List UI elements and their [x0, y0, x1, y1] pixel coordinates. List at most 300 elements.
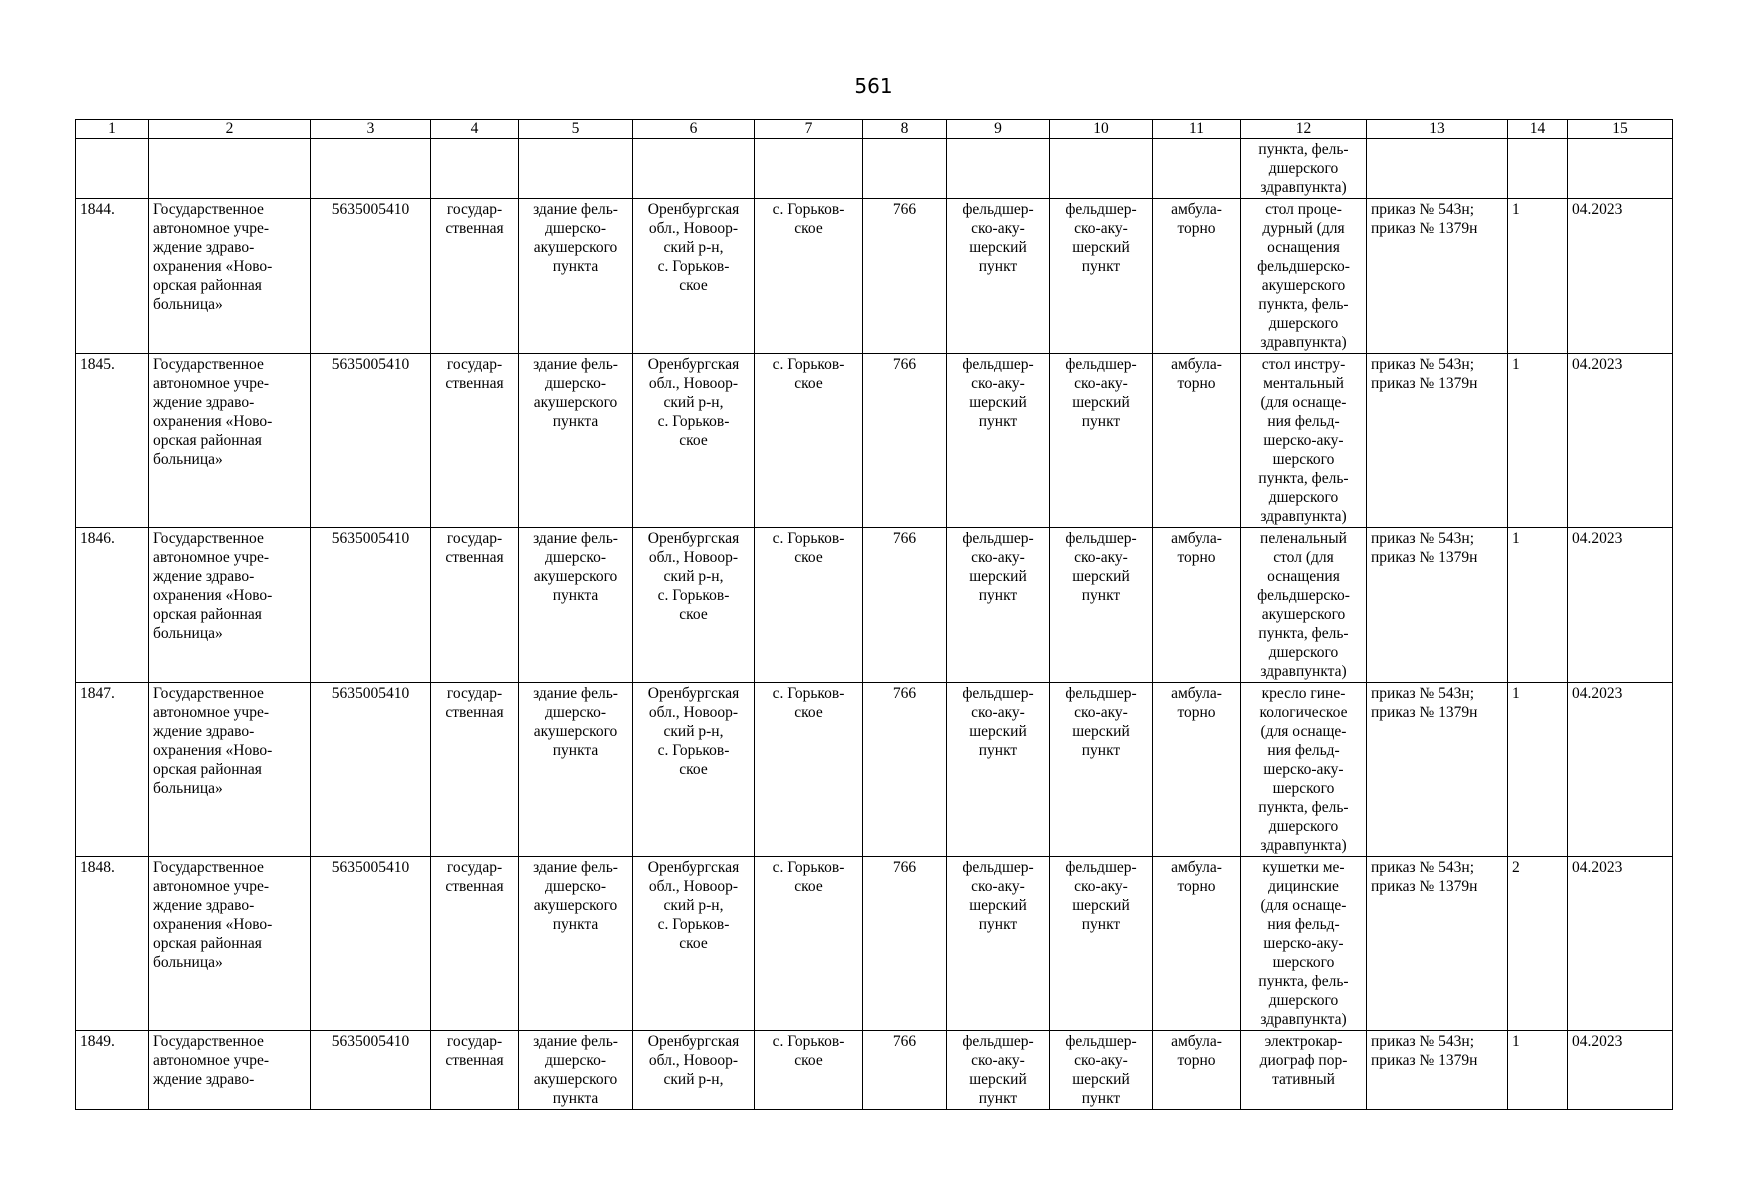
- cell-line: здание фель-: [533, 685, 618, 702]
- cell-line: амбула-: [1171, 530, 1222, 547]
- cell-line: (для оснаще-: [1260, 723, 1347, 740]
- cell-line: ственная: [445, 878, 504, 895]
- cell-line: ский р-н,: [663, 568, 724, 585]
- cell-line: фельдшер-: [962, 859, 1034, 876]
- cell-building: [519, 683, 633, 857]
- cell-line: шерского: [1272, 954, 1335, 971]
- cell-line: орская районная: [153, 606, 262, 623]
- cell-date: 04.2023: [1568, 683, 1673, 857]
- cell-ownership: [431, 1031, 519, 1110]
- cell-line: ский р-н,: [663, 897, 724, 914]
- cell-line: ственная: [445, 375, 504, 392]
- cell-line: шерский: [969, 723, 1027, 740]
- cell-line: дшерско-: [545, 549, 606, 566]
- cell-line: фельдшер-: [1065, 201, 1137, 218]
- cell-type1: [947, 354, 1050, 528]
- cell-line: торно: [1177, 704, 1216, 721]
- cell-code: 766: [863, 354, 947, 528]
- cell-line: пункт: [978, 413, 1018, 430]
- cell-line: здание фель-: [533, 1033, 618, 1050]
- cell-date: [1568, 139, 1673, 199]
- cell-line: ский р-н,: [663, 723, 724, 740]
- cell-line: акушерского: [533, 897, 618, 914]
- cell-line: Оренбургская: [647, 1033, 740, 1050]
- cell-line: ско-аку-: [1074, 878, 1128, 895]
- cell-type2: [1050, 139, 1153, 199]
- cell-code: 766: [863, 199, 947, 354]
- cell-care: [1153, 857, 1241, 1031]
- cell-line: дшерского: [1268, 160, 1339, 177]
- cell-line: дшерско-: [545, 220, 606, 237]
- table-row: [76, 683, 1673, 857]
- cell-line: ское: [794, 878, 823, 895]
- cell-line: дшерско-: [545, 704, 606, 721]
- cell-line: приказ № 543н;: [1371, 685, 1475, 702]
- cell-line: ждение здраво-: [153, 568, 255, 585]
- cell-line: торно: [1177, 549, 1216, 566]
- cell-line: автономное учре-: [153, 375, 270, 392]
- cell-ownership: [431, 354, 519, 528]
- cell-line: охранения «Ново-: [153, 413, 273, 430]
- cell-line: пункта: [552, 413, 599, 430]
- cell-equipment: [1241, 683, 1367, 857]
- cell-line: шерский: [1072, 897, 1130, 914]
- cell-line: ское: [794, 549, 823, 566]
- cell-line: шерский: [1072, 568, 1130, 585]
- cell-line: акушерского: [533, 1071, 618, 1088]
- cell-num: 1844.: [76, 199, 149, 354]
- table-row: [76, 857, 1673, 1031]
- cell-line: Государственное: [153, 356, 264, 373]
- cell-equipment: [1241, 528, 1367, 683]
- cell-line: автономное учре-: [153, 704, 270, 721]
- cell-line: ждение здраво-: [153, 723, 255, 740]
- cell-line: с. Горьков-: [772, 201, 845, 218]
- cell-line: обл., Новоор-: [648, 878, 739, 895]
- cell-ownership: [431, 139, 519, 199]
- cell-line: охранения «Ново-: [153, 742, 273, 759]
- cell-line: пункта, фель-: [1258, 141, 1349, 158]
- cell-line: Государственное: [153, 859, 264, 876]
- cell-line: фельдшер-: [1065, 1033, 1137, 1050]
- column-header: 14: [1508, 120, 1568, 139]
- cell-care: [1153, 1031, 1241, 1110]
- cell-line: пункт: [1081, 258, 1121, 275]
- cell-line: автономное учре-: [153, 878, 270, 895]
- cell-ownership: [431, 528, 519, 683]
- cell-line: ское: [794, 220, 823, 237]
- cell-locality: [755, 1031, 863, 1110]
- cell-line: ждение здраво-: [153, 1071, 255, 1088]
- cell-order: [1367, 139, 1508, 199]
- cell-line: шерский: [1072, 723, 1130, 740]
- cell-line: пункт: [978, 258, 1018, 275]
- cell-line: дурный (для: [1262, 220, 1345, 237]
- cell-line: шерский: [1072, 394, 1130, 411]
- cell-line: пункт: [1081, 742, 1121, 759]
- cell-line: здание фель-: [533, 356, 618, 373]
- cell-ownership: [431, 683, 519, 857]
- cell-line: пеленальный: [1260, 530, 1347, 547]
- cell-line: с. Горьков-: [772, 1033, 845, 1050]
- table-row: [76, 354, 1673, 528]
- cell-line: пункта: [552, 916, 599, 933]
- cell-locality: [755, 683, 863, 857]
- cell-num: 1848.: [76, 857, 149, 1031]
- cell-line: здание фель-: [533, 201, 618, 218]
- cell-line: Оренбургская: [647, 356, 740, 373]
- cell-line: дицинские: [1268, 878, 1339, 895]
- cell-line: шерский: [969, 897, 1027, 914]
- cell-address: [633, 199, 755, 354]
- cell-line: орская районная: [153, 935, 262, 952]
- cell-line: больница»: [153, 625, 223, 642]
- cell-locality: [755, 139, 863, 199]
- column-header: 11: [1153, 120, 1241, 139]
- cell-line: Государственное: [153, 530, 264, 547]
- cell-building: [519, 857, 633, 1031]
- cell-type2: [1050, 354, 1153, 528]
- cell-line: пункта, фель-: [1258, 973, 1349, 990]
- cell-line: пункта: [552, 1090, 599, 1107]
- column-header: 4: [431, 120, 519, 139]
- cell-type2: [1050, 683, 1153, 857]
- column-header: 6: [633, 120, 755, 139]
- cell-line: государ-: [446, 356, 503, 373]
- cell-line: Оренбургская: [647, 530, 740, 547]
- cell-line: приказ № 543н;: [1371, 530, 1475, 547]
- cell-line: (для оснаще-: [1260, 394, 1347, 411]
- cell-line: приказ № 1379н: [1371, 375, 1478, 392]
- cell-line: приказ № 1379н: [1371, 549, 1478, 566]
- cell-line: дшерского: [1268, 644, 1339, 661]
- cell-num: [76, 139, 149, 199]
- cell-line: фельдшерско-: [1257, 258, 1350, 275]
- cell-line: ственная: [445, 1052, 504, 1069]
- cell-line: больница»: [153, 451, 223, 468]
- cell-inn: 5635005410: [311, 683, 431, 857]
- cell-line: стол инстру-: [1261, 356, 1346, 373]
- cell-line: приказ № 1379н: [1371, 220, 1478, 237]
- column-header: 13: [1367, 120, 1508, 139]
- cell-order: [1367, 857, 1508, 1031]
- cell-code: 766: [863, 528, 947, 683]
- cell-line: кушетки ме-: [1262, 859, 1345, 876]
- cell-line: фельдшер-: [962, 530, 1034, 547]
- cell-line: дшерского: [1268, 489, 1339, 506]
- registry-table: [75, 119, 1673, 1110]
- cell-line: ско-аку-: [971, 220, 1025, 237]
- cell-line: государ-: [446, 859, 503, 876]
- cell-line: с. Горьков-: [772, 530, 845, 547]
- cell-line: диограф пор-: [1259, 1052, 1348, 1069]
- cell-line: ско-аку-: [1074, 220, 1128, 237]
- cell-line: фельдшер-: [1065, 859, 1137, 876]
- cell-date: 04.2023: [1568, 199, 1673, 354]
- cell-line: орская районная: [153, 432, 262, 449]
- cell-line: пункта, фель-: [1258, 296, 1349, 313]
- cell-line: ское: [794, 704, 823, 721]
- cell-line: ственная: [445, 704, 504, 721]
- cell-care: [1153, 139, 1241, 199]
- cell-care: [1153, 354, 1241, 528]
- cell-line: приказ № 543н;: [1371, 1033, 1475, 1050]
- cell-line: торно: [1177, 1052, 1216, 1069]
- cell-line: ско-аку-: [971, 549, 1025, 566]
- cell-building: [519, 354, 633, 528]
- cell-address: [633, 683, 755, 857]
- cell-line: с. Горьков-: [772, 685, 845, 702]
- cell-order: [1367, 1031, 1508, 1110]
- cell-order: [1367, 199, 1508, 354]
- cell-num: 1846.: [76, 528, 149, 683]
- cell-line: здравпункта): [1260, 663, 1347, 680]
- cell-line: приказ № 1379н: [1371, 878, 1478, 895]
- cell-locality: [755, 199, 863, 354]
- cell-line: стол проце-: [1265, 201, 1342, 218]
- cell-line: акушерского: [533, 394, 618, 411]
- cell-care: [1153, 683, 1241, 857]
- cell-line: пункта: [552, 587, 599, 604]
- cell-qty: 1: [1508, 199, 1568, 354]
- cell-code: [863, 139, 947, 199]
- cell-line: ния фельд-: [1267, 413, 1340, 430]
- column-header: 1: [76, 120, 149, 139]
- cell-line: шерский: [969, 239, 1027, 256]
- cell-line: шерский: [969, 568, 1027, 585]
- cell-locality: [755, 528, 863, 683]
- cell-building: [519, 139, 633, 199]
- cell-line: Оренбургская: [647, 201, 740, 218]
- cell-line: акушерского: [1261, 606, 1346, 623]
- cell-line: больница»: [153, 780, 223, 797]
- cell-order: [1367, 528, 1508, 683]
- cell-line: оснащения: [1267, 568, 1340, 585]
- cell-line: автономное учре-: [153, 220, 270, 237]
- cell-line: ско-аку-: [1074, 704, 1128, 721]
- page-number: 561: [854, 74, 893, 98]
- cell-line: фельдшер-: [962, 356, 1034, 373]
- cell-line: ское: [679, 606, 708, 623]
- cell-line: пункта: [552, 742, 599, 759]
- cell-line: фельдшер-: [1065, 530, 1137, 547]
- cell-ownership: [431, 857, 519, 1031]
- cell-qty: [1508, 139, 1568, 199]
- cell-code: 766: [863, 683, 947, 857]
- cell-line: Государственное: [153, 685, 264, 702]
- cell-line: электрокар-: [1264, 1033, 1343, 1050]
- cell-date: 04.2023: [1568, 528, 1673, 683]
- cell-line: дшерско-: [545, 878, 606, 895]
- cell-line: амбула-: [1171, 859, 1222, 876]
- cell-org: [149, 199, 311, 354]
- cell-qty: 1: [1508, 528, 1568, 683]
- cell-num: 1845.: [76, 354, 149, 528]
- cell-line: охранения «Ново-: [153, 258, 273, 275]
- cell-line: шерского: [1272, 780, 1335, 797]
- cell-line: ско-аку-: [971, 878, 1025, 895]
- cell-line: с. Горьков-: [772, 356, 845, 373]
- table-row: [76, 1031, 1673, 1110]
- cell-line: шерский: [1072, 239, 1130, 256]
- cell-inn: 5635005410: [311, 528, 431, 683]
- cell-type2: [1050, 199, 1153, 354]
- cell-line: Оренбургская: [647, 685, 740, 702]
- cell-type1: [947, 683, 1050, 857]
- cell-line: фельдшер-: [1065, 685, 1137, 702]
- cell-line: фельдшер-: [962, 685, 1034, 702]
- cell-line: кологическое: [1259, 704, 1348, 721]
- cell-line: тативный: [1272, 1071, 1335, 1088]
- cell-line: обл., Новоор-: [648, 1052, 739, 1069]
- table-row-continued: [76, 139, 1673, 199]
- cell-line: Государственное: [153, 1033, 264, 1050]
- cell-line: приказ № 1379н: [1371, 1052, 1478, 1069]
- cell-line: ждение здраво-: [153, 239, 255, 256]
- cell-line: шерский: [969, 1071, 1027, 1088]
- cell-line: государ-: [446, 530, 503, 547]
- cell-line: здание фель-: [533, 530, 618, 547]
- cell-qty: 1: [1508, 1031, 1568, 1110]
- cell-address: [633, 354, 755, 528]
- cell-org: [149, 1031, 311, 1110]
- cell-line: ско-аку-: [1074, 1052, 1128, 1069]
- cell-date: 04.2023: [1568, 1031, 1673, 1110]
- cell-line: приказ № 543н;: [1371, 859, 1475, 876]
- cell-line: дшерского: [1268, 315, 1339, 332]
- cell-line: фельдшер-: [1065, 356, 1137, 373]
- cell-line: пункта, фель-: [1258, 625, 1349, 642]
- cell-line: амбула-: [1171, 1033, 1222, 1050]
- cell-building: [519, 1031, 633, 1110]
- cell-line: стол (для: [1273, 549, 1334, 566]
- cell-line: ждение здраво-: [153, 897, 255, 914]
- cell-line: с. Горьков-: [657, 916, 730, 933]
- column-header: 9: [947, 120, 1050, 139]
- cell-line: здание фель-: [533, 859, 618, 876]
- cell-type2: [1050, 857, 1153, 1031]
- cell-line: амбула-: [1171, 201, 1222, 218]
- cell-line: здравпункта): [1260, 508, 1347, 525]
- cell-line: торно: [1177, 878, 1216, 895]
- cell-line: шерский: [1072, 1071, 1130, 1088]
- cell-line: ское: [679, 432, 708, 449]
- cell-num: 1847.: [76, 683, 149, 857]
- cell-line: с. Горьков-: [657, 258, 730, 275]
- cell-line: с. Горьков-: [772, 859, 845, 876]
- cell-line: автономное учре-: [153, 1052, 270, 1069]
- cell-line: шерский: [969, 394, 1027, 411]
- cell-line: приказ № 543н;: [1371, 201, 1475, 218]
- cell-line: пункта, фель-: [1258, 470, 1349, 487]
- cell-line: здравпункта): [1260, 1011, 1347, 1028]
- table-row: [76, 199, 1673, 354]
- cell-qty: 1: [1508, 683, 1568, 857]
- cell-line: пункт: [1081, 587, 1121, 604]
- cell-line: фельдшер-: [962, 1033, 1034, 1050]
- cell-line: ния фельд-: [1267, 916, 1340, 933]
- cell-line: акушерского: [1261, 277, 1346, 294]
- cell-line: ский р-н,: [663, 239, 724, 256]
- cell-line: (для оснаще-: [1260, 897, 1347, 914]
- cell-type1: [947, 528, 1050, 683]
- cell-address: [633, 139, 755, 199]
- cell-code: 766: [863, 1031, 947, 1110]
- cell-line: амбула-: [1171, 356, 1222, 373]
- cell-line: акушерского: [533, 723, 618, 740]
- cell-line: акушерского: [533, 239, 618, 256]
- cell-line: дшерского: [1268, 992, 1339, 1009]
- table-row: [76, 528, 1673, 683]
- cell-line: ственная: [445, 549, 504, 566]
- cell-line: пункт: [1081, 1090, 1121, 1107]
- cell-equipment: [1241, 857, 1367, 1031]
- cell-line: ско-аку-: [971, 375, 1025, 392]
- column-header: 15: [1568, 120, 1673, 139]
- cell-line: ское: [794, 1052, 823, 1069]
- cell-care: [1153, 528, 1241, 683]
- cell-line: орская районная: [153, 277, 262, 294]
- cell-line: торно: [1177, 220, 1216, 237]
- column-header: 5: [519, 120, 633, 139]
- cell-line: с. Горьков-: [657, 413, 730, 430]
- cell-line: дшерско-: [545, 1052, 606, 1069]
- column-header: 8: [863, 120, 947, 139]
- cell-locality: [755, 354, 863, 528]
- cell-line: автономное учре-: [153, 549, 270, 566]
- cell-ownership: [431, 199, 519, 354]
- cell-org: [149, 528, 311, 683]
- cell-line: акушерского: [533, 568, 618, 585]
- cell-inn: 5635005410: [311, 354, 431, 528]
- cell-line: ния фельд-: [1267, 742, 1340, 759]
- cell-line: ское: [679, 935, 708, 952]
- cell-type1: [947, 199, 1050, 354]
- cell-line: приказ № 1379н: [1371, 704, 1478, 721]
- cell-inn: 5635005410: [311, 857, 431, 1031]
- cell-line: ждение здраво-: [153, 394, 255, 411]
- cell-line: ское: [794, 375, 823, 392]
- cell-line: оснащения: [1267, 239, 1340, 256]
- cell-line: больница»: [153, 954, 223, 971]
- cell-line: пункта: [552, 258, 599, 275]
- cell-building: [519, 528, 633, 683]
- cell-address: [633, 528, 755, 683]
- cell-line: торно: [1177, 375, 1216, 392]
- cell-locality: [755, 857, 863, 1031]
- cell-line: государ-: [446, 1033, 503, 1050]
- cell-line: обл., Новоор-: [648, 220, 739, 237]
- column-header: 3: [311, 120, 431, 139]
- cell-line: шерско-аку-: [1263, 935, 1344, 952]
- cell-line: орская районная: [153, 761, 262, 778]
- cell-line: ский р-н,: [663, 394, 724, 411]
- cell-building: [519, 199, 633, 354]
- cell-line: ско-аку-: [1074, 375, 1128, 392]
- cell-line: фельдшер-: [962, 201, 1034, 218]
- cell-line: дшерского: [1268, 818, 1339, 835]
- cell-line: шерского: [1272, 451, 1335, 468]
- cell-line: амбула-: [1171, 685, 1222, 702]
- cell-order: [1367, 683, 1508, 857]
- cell-care: [1153, 199, 1241, 354]
- cell-line: кресло гине-: [1261, 685, 1346, 702]
- column-number-row: [76, 120, 1673, 139]
- cell-line: больница»: [153, 296, 223, 313]
- cell-date: 04.2023: [1568, 354, 1673, 528]
- cell-line: здравпункта): [1260, 837, 1347, 854]
- cell-code: 766: [863, 857, 947, 1031]
